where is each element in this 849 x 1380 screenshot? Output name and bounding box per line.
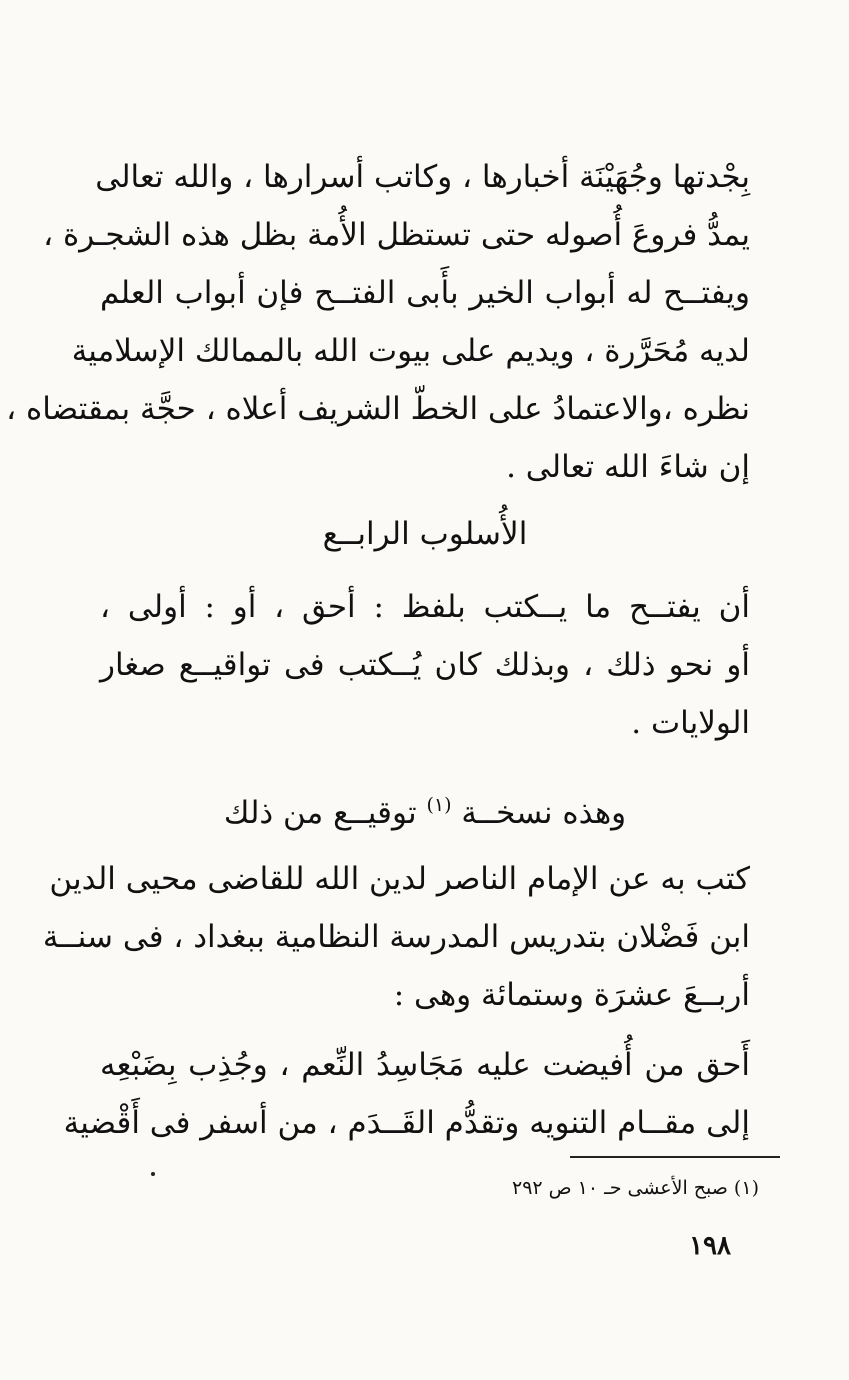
text-line: نظره ،والاعتمادُ على الخطّ الشريف أعلاه ، حجَّة بمقتضاه ، xyxy=(6,391,750,427)
text-line: كتب به عن الإمام الناصر لدين الله للقاضى محيى الدين xyxy=(49,861,750,897)
footnote-divider xyxy=(570,1156,780,1158)
text-line: ويفتــح له أبواب الخير بأَبى الفتــح فإن أبواب العلم xyxy=(100,275,750,311)
text-line: يمدُّ فروعَ أُصوله حتى تستظل الأُمة بظل هذه الشجـرة ، xyxy=(43,217,750,253)
footnote: (١) صبح الأعشى حـ ١٠ ص ٢٩٢ xyxy=(511,1177,759,1199)
copy-heading-after: توقيــع من ذلك xyxy=(223,795,417,831)
copy-heading-before: وهذه نسخــة xyxy=(461,795,627,831)
text-line: أَحق من أُفيضت عليه مَجَاسِدُ النِّعم ، وجُذِب بِضَبْعِه xyxy=(100,1047,750,1083)
copy-heading xyxy=(100,776,750,834)
text-line: إن شاءَ الله تعالى . xyxy=(506,449,750,485)
section-heading: الأُسلوب الرابــع xyxy=(322,516,528,552)
paragraph-4 xyxy=(63,1036,750,1152)
ink-dot xyxy=(151,1172,155,1176)
text-line: أربــعَ عشرَة وستمائة وهى : xyxy=(393,977,750,1013)
text-line: إلى مقــام التنويه وتقدُّم القَــدَم ، من أسفر فى أَقْضية xyxy=(63,1105,750,1141)
text-line: بِجْدتها وجُهَيْنَة أخبارها ، وكاتب أسرارها ، والله تعالى xyxy=(95,159,750,195)
paragraph-1 xyxy=(6,148,750,496)
text-line: الولايات . xyxy=(631,705,750,741)
text-line: أو نحو ذلك ، وبذلك كان يُــكتب فى تواقيــع صغار xyxy=(100,647,750,683)
text-line: أن يفتــح ما يــكتب بلفظ : أحق ، أو : أولى ، xyxy=(100,589,750,625)
text-line: لديه مُحَرَّرة ، ويديم على بيوت الله بالممالك الإسلامية xyxy=(71,333,750,369)
page-number: ١٩٨ xyxy=(689,1231,731,1261)
paragraph-2 xyxy=(100,578,750,752)
text-line: ابن فَضْلان بتدريس المدرسة النظامية ببغداد ، فى سنــة xyxy=(42,919,750,955)
paragraph-3 xyxy=(42,850,750,1024)
footnote-reference: (١) xyxy=(426,794,452,816)
